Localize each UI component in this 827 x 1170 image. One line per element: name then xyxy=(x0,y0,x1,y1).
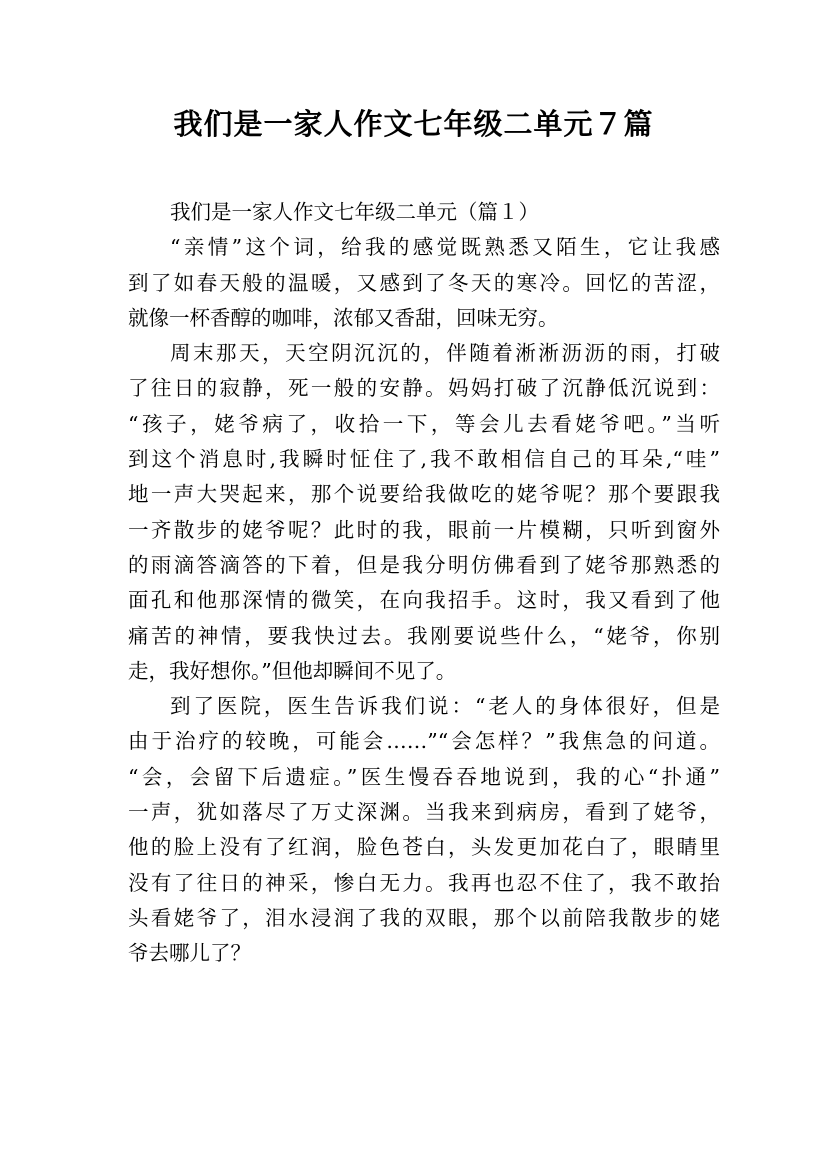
paragraph-line: 到这个消息时,我瞬时怔住了,我不敢相信自己的耳朵,“哇” xyxy=(128,447,720,472)
paragraph-line: 他的脸上没有了红润，脸色苍白，头发更加花白了，眼睛里 xyxy=(128,835,720,860)
paragraph-line: 头看姥爷了，泪水浸润了我的双眼，那个以前陪我散步的姥 xyxy=(128,905,720,930)
paragraph-line: “亲情”这个词，给我的感觉既熟悉又陌生，它让我感 xyxy=(170,235,720,260)
paragraph-line: 一声，犹如落尽了万丈深渊。当我来到病房，看到了姥爷， xyxy=(128,800,720,825)
paragraph-line: 到了医院，医生告诉我们说：“老人的身体很好，但是 xyxy=(170,694,720,719)
paragraph-line: 痛苦的神情，要我快过去。我刚要说些什么，“姥爷，你别 xyxy=(128,623,720,648)
paragraph-line: 了往日的寂静，死一般的安静。妈妈打破了沉静低沉说到： xyxy=(128,376,720,401)
paragraph-line: 没有了往日的神采，惨白无力。我再也忍不住了，我不敢抬 xyxy=(128,870,720,895)
paragraph-line: 就像一杯香醇的咖啡，浓郁又香甜，回味无穷。 xyxy=(128,305,559,330)
paragraph-line: 走，我好想你。”但他却瞬间不见了。 xyxy=(128,658,457,683)
paragraph-line: 由于治疗的较晚，可能会……”“会怎样？”我焦急的问道。 xyxy=(128,729,720,754)
section-heading: 我们是一家人作文七年级二单元（篇１） xyxy=(170,200,539,224)
paragraph-line: 的雨滴答滴答的下着，但是我分明仿佛看到了姥爷那熟悉的 xyxy=(128,552,720,577)
document-body xyxy=(128,195,720,972)
paragraph-line: 周末那天，天空阴沉沉的，伴随着淅淅沥沥的雨，打破 xyxy=(170,341,720,366)
paragraph-line: 面孔和他那深情的微笑，在向我招手。这时，我又看到了他 xyxy=(128,588,720,613)
paragraph-line: “孩子，姥爷病了，收拾一下，等会儿去看姥爷吧。”当听 xyxy=(128,411,720,436)
paragraph-line: 一齐散步的姥爷呢？此时的我，眼前一片模糊，只听到窗外 xyxy=(128,517,720,542)
paragraph-line: “会，会留下后遗症。”医生慢吞吞地说到，我的心“扑通” xyxy=(128,764,720,789)
paragraph-line: 地一声大哭起来，那个说要给我做吃的姥爷呢？那个要跟我 xyxy=(128,482,720,507)
document-title: 我们是一家人作文七年级二单元７篇 xyxy=(173,107,654,141)
paragraph-line: 到了如春天般的温暖，又感到了冬天的寒冷。回忆的苦涩， xyxy=(128,270,720,295)
paragraph-line: 爷去哪儿了？ xyxy=(128,941,251,966)
